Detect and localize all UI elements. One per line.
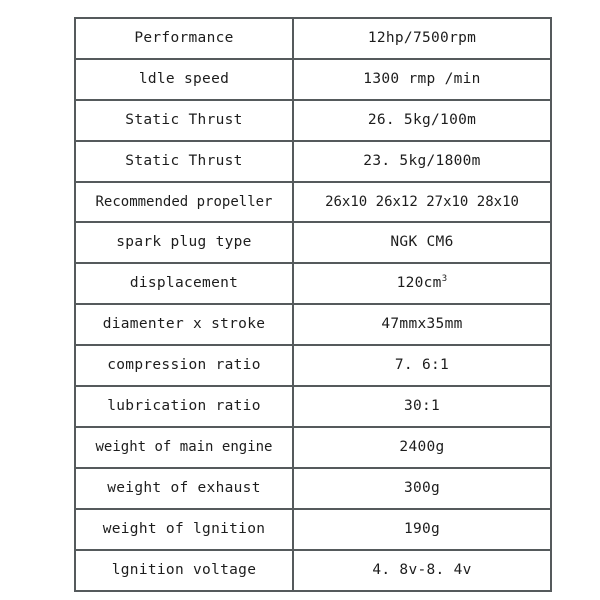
spec-value-text: 120cm: [396, 275, 442, 292]
spec-value: 47mmx35mm: [293, 304, 551, 345]
table-row: [75, 263, 551, 304]
spec-value: [293, 263, 551, 304]
spec-value: 26x10 26x12 27x10 28x10: [293, 182, 551, 222]
spec-value: 300g: [293, 468, 551, 509]
spec-label: weight of main engine: [75, 427, 293, 468]
table-row: [75, 509, 551, 550]
spec-value: 12hp/7500rpm: [293, 18, 551, 59]
table-row: [75, 468, 551, 509]
spec-value: 1300 rmp /min: [293, 59, 551, 100]
spec-value: NGK CM6: [293, 222, 551, 263]
spec-label: compression ratio: [75, 345, 293, 386]
spec-value-superscript: 3: [441, 274, 448, 285]
table-row: [75, 304, 551, 345]
spec-label: diamenter x stroke: [75, 304, 293, 345]
table-row: [75, 427, 551, 468]
spec-label: lgnition voltage: [75, 550, 293, 591]
spec-value: 30:1: [293, 386, 551, 427]
spec-label: weight of exhaust: [75, 468, 293, 509]
table-row: [75, 141, 551, 182]
table-row: [75, 386, 551, 427]
spec-value: 4. 8v-8. 4v: [293, 550, 551, 591]
table-row: [75, 345, 551, 386]
spec-value: 190g: [293, 509, 551, 550]
spec-label: ldle speed: [75, 59, 293, 100]
spec-value: 26. 5kg/100m: [293, 100, 551, 141]
spec-value: 23. 5kg/1800m: [293, 141, 551, 182]
spec-label: lubrication ratio: [75, 386, 293, 427]
spec-label: Static Thrust: [75, 141, 293, 182]
table-row: [75, 182, 551, 222]
spec-label: displacement: [75, 263, 293, 304]
specification-table: [74, 17, 552, 592]
spec-label: Recommended propeller: [75, 182, 293, 222]
spec-value: 7. 6:1: [293, 345, 551, 386]
spec-label: Static Thrust: [75, 100, 293, 141]
table-row: [75, 550, 551, 591]
specification-table-container: [74, 17, 534, 592]
spec-label: weight of lgnition: [75, 509, 293, 550]
spec-label: spark plug type: [75, 222, 293, 263]
table-row: [75, 222, 551, 263]
table-row: [75, 100, 551, 141]
spec-value: 2400g: [293, 427, 551, 468]
spec-label: Performance: [75, 18, 293, 59]
specification-table-body: [75, 18, 551, 591]
table-row: [75, 59, 551, 100]
table-row: [75, 18, 551, 59]
